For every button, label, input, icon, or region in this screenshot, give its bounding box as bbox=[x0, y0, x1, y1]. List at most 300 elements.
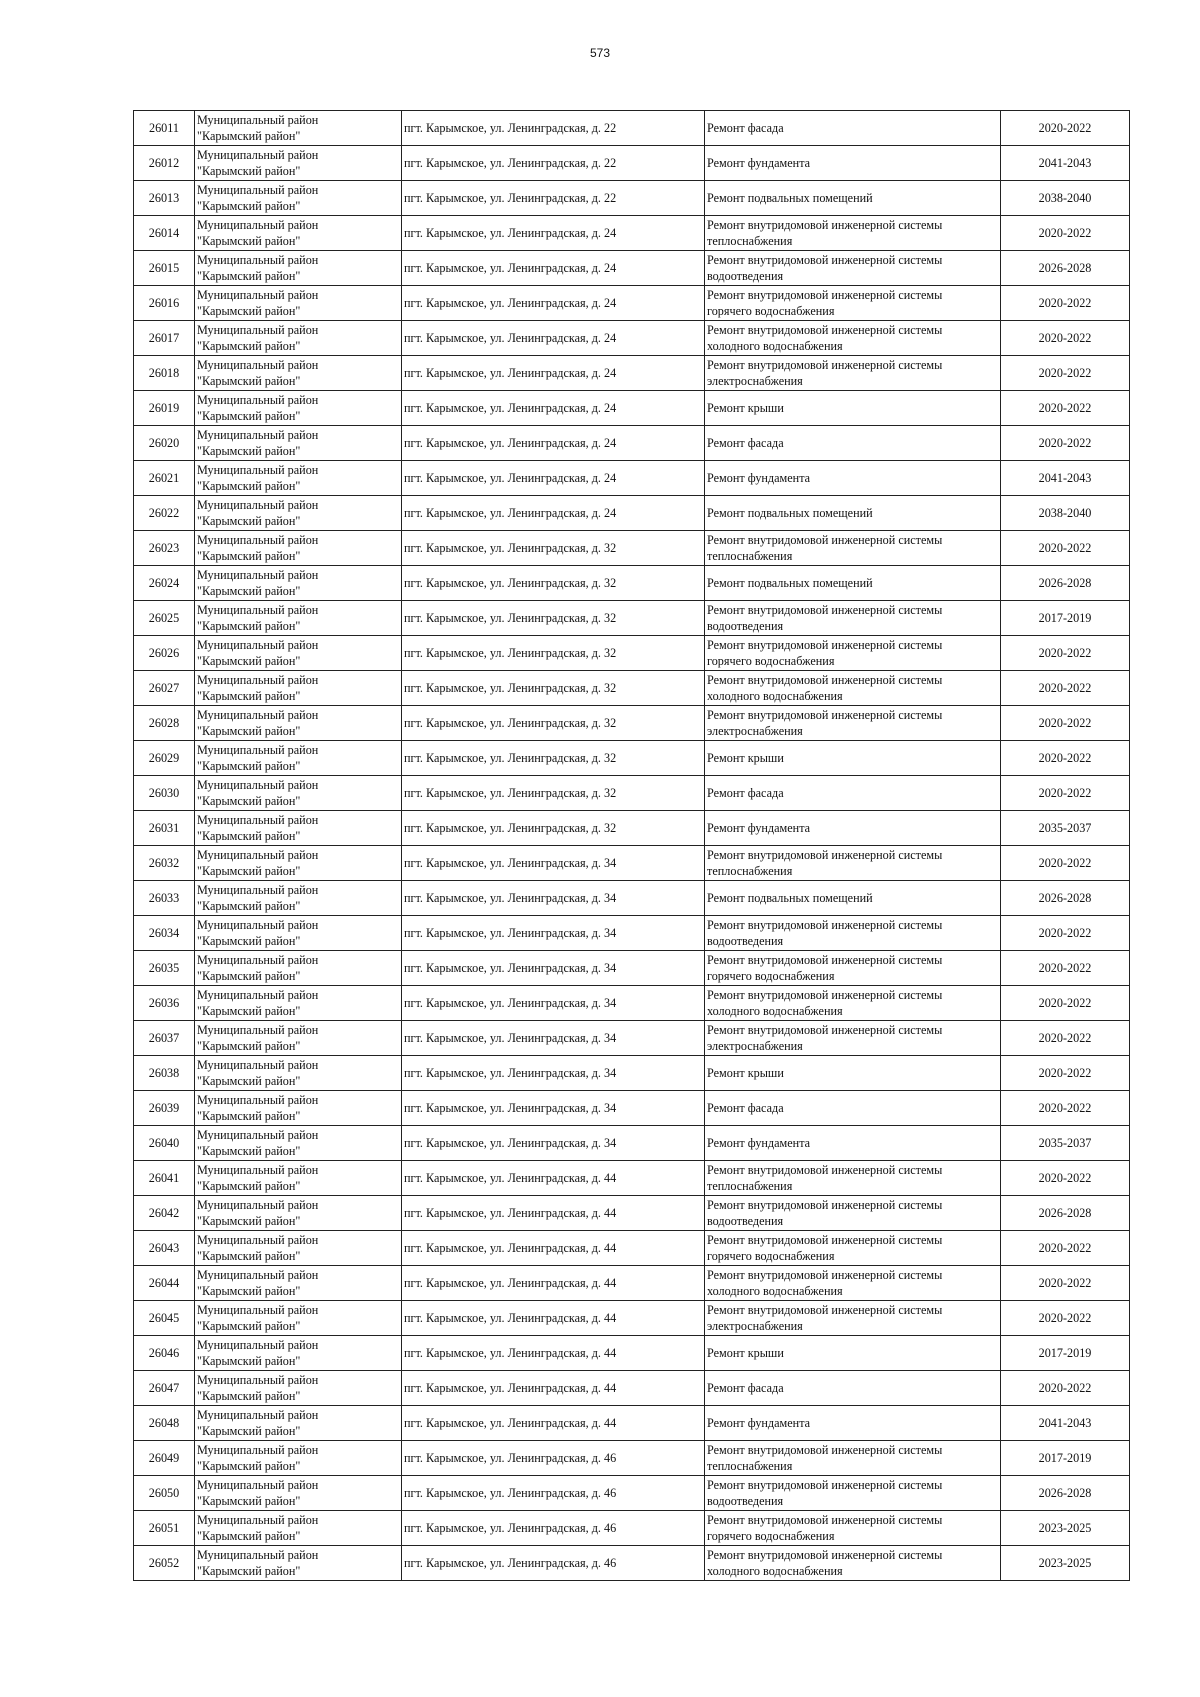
work-type-cell bbox=[705, 1336, 1001, 1371]
work-type-cell bbox=[705, 286, 1001, 321]
work-type-cell bbox=[705, 426, 1001, 461]
table-row bbox=[134, 1161, 1130, 1196]
municipality-line: "Карымский район" bbox=[197, 409, 301, 423]
row-number-cell: 26015 bbox=[134, 251, 195, 286]
work-type-line: Ремонт внутридомовой инженерной системы bbox=[707, 1548, 943, 1562]
municipality-line: Муниципальный район bbox=[197, 988, 319, 1002]
period-cell: 2020-2022 bbox=[1001, 111, 1130, 146]
period-cell: 2020-2022 bbox=[1001, 846, 1130, 881]
row-number-cell: 26047 bbox=[134, 1371, 195, 1406]
municipality-cell bbox=[195, 216, 402, 251]
municipality-line: Муниципальный район bbox=[197, 393, 319, 407]
municipality-cell bbox=[195, 916, 402, 951]
municipality-line: Муниципальный район bbox=[197, 1478, 319, 1492]
row-number-cell: 26043 bbox=[134, 1231, 195, 1266]
municipality-line: Муниципальный район bbox=[197, 218, 319, 232]
table-row bbox=[134, 1441, 1130, 1476]
table-row bbox=[134, 776, 1130, 811]
municipality-line: "Карымский район" bbox=[197, 1494, 301, 1508]
row-number-cell: 26026 bbox=[134, 636, 195, 671]
work-type-line: Ремонт внутридомовой инженерной системы bbox=[707, 1513, 943, 1527]
municipality-cell bbox=[195, 1441, 402, 1476]
work-type-cell bbox=[705, 356, 1001, 391]
work-type-line: холодного водоснабжения bbox=[707, 1284, 843, 1298]
table-row bbox=[134, 671, 1130, 706]
municipality-line: Муниципальный район bbox=[197, 253, 319, 267]
work-type-line: Ремонт фундамента bbox=[707, 471, 811, 485]
table-row bbox=[134, 531, 1130, 566]
work-type-cell bbox=[705, 1511, 1001, 1546]
table-row bbox=[134, 1511, 1130, 1546]
work-type-line: холодного водоснабжения bbox=[707, 1004, 843, 1018]
work-type-cell bbox=[705, 1546, 1001, 1581]
work-type-cell bbox=[705, 496, 1001, 531]
work-type-cell bbox=[705, 531, 1001, 566]
period-cell: 2017-2019 bbox=[1001, 1441, 1130, 1476]
period-cell: 2020-2022 bbox=[1001, 1021, 1130, 1056]
work-type-cell bbox=[705, 741, 1001, 776]
municipality-line: "Карымский район" bbox=[197, 794, 301, 808]
address-cell: пгт. Карымское, ул. Ленинградская, д. 22 bbox=[402, 181, 705, 216]
work-type-cell bbox=[705, 1021, 1001, 1056]
work-type-line: Ремонт внутридомовой инженерной системы bbox=[707, 848, 943, 862]
address-cell: пгт. Карымское, ул. Ленинградская, д. 46 bbox=[402, 1546, 705, 1581]
work-type-line: Ремонт подвальных помещений bbox=[707, 506, 873, 520]
period-cell: 2020-2022 bbox=[1001, 391, 1130, 426]
municipality-line: Муниципальный район bbox=[197, 918, 319, 932]
municipality-line: "Карымский район" bbox=[197, 1249, 301, 1263]
municipality-cell bbox=[195, 1056, 402, 1091]
municipality-line: "Карымский район" bbox=[197, 1529, 301, 1543]
table-row bbox=[134, 181, 1130, 216]
municipality-cell bbox=[195, 776, 402, 811]
period-cell: 2026-2028 bbox=[1001, 566, 1130, 601]
municipality-line: "Карымский район" bbox=[197, 654, 301, 668]
work-type-line: теплоснабжения bbox=[707, 1459, 793, 1473]
address-cell: пгт. Карымское, ул. Ленинградская, д. 22 bbox=[402, 111, 705, 146]
municipality-line: Муниципальный район bbox=[197, 428, 319, 442]
municipality-line: Муниципальный район bbox=[197, 533, 319, 547]
table-row bbox=[134, 461, 1130, 496]
municipality-cell bbox=[195, 636, 402, 671]
work-type-line: Ремонт внутридомовой инженерной системы bbox=[707, 1023, 943, 1037]
municipality-cell bbox=[195, 1371, 402, 1406]
work-type-line: Ремонт внутридомовой инженерной системы bbox=[707, 533, 943, 547]
municipality-line: "Карымский район" bbox=[197, 479, 301, 493]
period-cell: 2026-2028 bbox=[1001, 1476, 1130, 1511]
work-type-cell bbox=[705, 986, 1001, 1021]
row-number-cell: 26052 bbox=[134, 1546, 195, 1581]
work-type-line: горячего водоснабжения bbox=[707, 969, 835, 983]
work-type-cell bbox=[705, 1476, 1001, 1511]
municipality-line: Муниципальный район bbox=[197, 813, 319, 827]
work-type-line: Ремонт фасада bbox=[707, 436, 784, 450]
address-cell: пгт. Карымское, ул. Ленинградская, д. 32 bbox=[402, 671, 705, 706]
period-cell: 2020-2022 bbox=[1001, 706, 1130, 741]
work-type-line: Ремонт фасада bbox=[707, 1101, 784, 1115]
table-body bbox=[134, 111, 1130, 1581]
work-type-cell bbox=[705, 321, 1001, 356]
period-cell: 2020-2022 bbox=[1001, 531, 1130, 566]
municipality-line: Муниципальный район bbox=[197, 1303, 319, 1317]
work-type-line: электроснабжения bbox=[707, 374, 803, 388]
address-cell: пгт. Карымское, ул. Ленинградская, д. 34 bbox=[402, 951, 705, 986]
work-type-line: Ремонт внутридомовой инженерной системы bbox=[707, 1198, 943, 1212]
municipality-line: "Карымский район" bbox=[197, 1144, 301, 1158]
municipality-line: Муниципальный район bbox=[197, 603, 319, 617]
table-row bbox=[134, 1231, 1130, 1266]
municipality-line: "Карымский район" bbox=[197, 1389, 301, 1403]
row-number-cell: 26025 bbox=[134, 601, 195, 636]
row-number-cell: 26020 bbox=[134, 426, 195, 461]
work-type-line: водоотведения bbox=[707, 1494, 784, 1508]
row-number-cell: 26050 bbox=[134, 1476, 195, 1511]
address-cell: пгт. Карымское, ул. Ленинградская, д. 24 bbox=[402, 216, 705, 251]
table-row bbox=[134, 216, 1130, 251]
work-type-line: Ремонт внутридомовой инженерной системы bbox=[707, 673, 943, 687]
work-type-cell bbox=[705, 251, 1001, 286]
municipality-line: Муниципальный район bbox=[197, 323, 319, 337]
address-cell: пгт. Карымское, ул. Ленинградская, д. 22 bbox=[402, 146, 705, 181]
municipality-line: "Карымский район" bbox=[197, 234, 301, 248]
municipality-line: "Карымский район" bbox=[197, 584, 301, 598]
work-type-line: Ремонт внутридомовой инженерной системы bbox=[707, 1268, 943, 1282]
work-type-line: горячего водоснабжения bbox=[707, 654, 835, 668]
table-row bbox=[134, 1056, 1130, 1091]
work-type-line: Ремонт внутридомовой инженерной системы bbox=[707, 953, 943, 967]
work-type-cell bbox=[705, 706, 1001, 741]
municipality-line: Муниципальный район bbox=[197, 1548, 319, 1562]
address-cell: пгт. Карымское, ул. Ленинградская, д. 32 bbox=[402, 776, 705, 811]
municipality-cell bbox=[195, 671, 402, 706]
address-cell: пгт. Карымское, ул. Ленинградская, д. 24 bbox=[402, 251, 705, 286]
address-cell: пгт. Карымское, ул. Ленинградская, д. 32 bbox=[402, 741, 705, 776]
municipality-line: Муниципальный район bbox=[197, 1023, 319, 1037]
table-row bbox=[134, 1371, 1130, 1406]
address-cell: пгт. Карымское, ул. Ленинградская, д. 44 bbox=[402, 1336, 705, 1371]
row-number-cell: 26041 bbox=[134, 1161, 195, 1196]
row-number-cell: 26027 bbox=[134, 671, 195, 706]
municipality-line: "Карымский район" bbox=[197, 1284, 301, 1298]
work-type-cell bbox=[705, 601, 1001, 636]
municipality-cell bbox=[195, 496, 402, 531]
period-cell: 2020-2022 bbox=[1001, 1056, 1130, 1091]
municipality-cell bbox=[195, 251, 402, 286]
table-row bbox=[134, 111, 1130, 146]
municipality-cell bbox=[195, 566, 402, 601]
table-row bbox=[134, 286, 1130, 321]
municipality-cell bbox=[195, 951, 402, 986]
municipality-cell bbox=[195, 111, 402, 146]
table-row bbox=[134, 566, 1130, 601]
row-number-cell: 26048 bbox=[134, 1406, 195, 1441]
period-cell: 2020-2022 bbox=[1001, 1161, 1130, 1196]
period-cell: 2020-2022 bbox=[1001, 1371, 1130, 1406]
table-row bbox=[134, 706, 1130, 741]
table-row bbox=[134, 321, 1130, 356]
address-cell: пгт. Карымское, ул. Ленинградская, д. 32 bbox=[402, 601, 705, 636]
row-number-cell: 26030 bbox=[134, 776, 195, 811]
municipality-cell bbox=[195, 146, 402, 181]
work-type-line: Ремонт внутридомовой инженерной системы bbox=[707, 358, 943, 372]
municipality-line: Муниципальный район bbox=[197, 1338, 319, 1352]
municipality-line: Муниципальный район bbox=[197, 183, 319, 197]
table-row bbox=[134, 251, 1130, 286]
page-number: 573 bbox=[589, 46, 611, 60]
work-type-line: теплоснабжения bbox=[707, 864, 793, 878]
work-type-line: Ремонт внутридомовой инженерной системы bbox=[707, 288, 943, 302]
municipality-cell bbox=[195, 1196, 402, 1231]
work-type-line: теплоснабжения bbox=[707, 1179, 793, 1193]
work-type-line: Ремонт фасада bbox=[707, 121, 784, 135]
table-row bbox=[134, 496, 1130, 531]
row-number-cell: 26038 bbox=[134, 1056, 195, 1091]
table-row bbox=[134, 1196, 1130, 1231]
address-cell: пгт. Карымское, ул. Ленинградская, д. 24 bbox=[402, 461, 705, 496]
table-row bbox=[134, 601, 1130, 636]
period-cell: 2020-2022 bbox=[1001, 1301, 1130, 1336]
period-cell: 2020-2022 bbox=[1001, 356, 1130, 391]
municipality-cell bbox=[195, 1336, 402, 1371]
municipality-cell bbox=[195, 1511, 402, 1546]
row-number-cell: 26019 bbox=[134, 391, 195, 426]
address-cell: пгт. Карымское, ул. Ленинградская, д. 24 bbox=[402, 426, 705, 461]
municipality-line: "Карымский район" bbox=[197, 304, 301, 318]
address-cell: пгт. Карымское, ул. Ленинградская, д. 44 bbox=[402, 1231, 705, 1266]
municipality-line: "Карымский район" bbox=[197, 199, 301, 213]
municipality-line: Муниципальный район bbox=[197, 1373, 319, 1387]
row-number-cell: 26017 bbox=[134, 321, 195, 356]
address-cell: пгт. Карымское, ул. Ленинградская, д. 34 bbox=[402, 986, 705, 1021]
municipality-cell bbox=[195, 1476, 402, 1511]
row-number-cell: 26049 bbox=[134, 1441, 195, 1476]
row-number-cell: 26022 bbox=[134, 496, 195, 531]
municipality-cell bbox=[195, 601, 402, 636]
table-row bbox=[134, 356, 1130, 391]
row-number-cell: 26046 bbox=[134, 1336, 195, 1371]
municipality-line: "Карымский район" bbox=[197, 1074, 301, 1088]
work-type-line: Ремонт внутридомовой инженерной системы bbox=[707, 1478, 943, 1492]
work-type-line: водоотведения bbox=[707, 269, 784, 283]
work-type-line: Ремонт крыши bbox=[707, 751, 784, 765]
municipality-line: "Карымский район" bbox=[197, 689, 301, 703]
municipality-cell bbox=[195, 881, 402, 916]
address-cell: пгт. Карымское, ул. Ленинградская, д. 34 bbox=[402, 1056, 705, 1091]
municipality-cell bbox=[195, 986, 402, 1021]
table-row bbox=[134, 426, 1130, 461]
municipality-line: "Карымский район" bbox=[197, 444, 301, 458]
period-cell: 2041-2043 bbox=[1001, 1406, 1130, 1441]
work-type-cell bbox=[705, 566, 1001, 601]
period-cell: 2023-2025 bbox=[1001, 1511, 1130, 1546]
municipality-line: Муниципальный район bbox=[197, 743, 319, 757]
address-cell: пгт. Карымское, ул. Ленинградская, д. 46 bbox=[402, 1441, 705, 1476]
municipality-line: "Карымский район" bbox=[197, 129, 301, 143]
period-cell: 2017-2019 bbox=[1001, 601, 1130, 636]
row-number-cell: 26012 bbox=[134, 146, 195, 181]
table-row bbox=[134, 1336, 1130, 1371]
municipality-line: Муниципальный район bbox=[197, 953, 319, 967]
municipality-cell bbox=[195, 846, 402, 881]
municipality-line: Муниципальный район bbox=[197, 1198, 319, 1212]
table-row bbox=[134, 1126, 1130, 1161]
period-cell: 2020-2022 bbox=[1001, 321, 1130, 356]
period-cell: 2020-2022 bbox=[1001, 286, 1130, 321]
work-type-line: Ремонт подвальных помещений bbox=[707, 191, 873, 205]
work-type-line: Ремонт внутридомовой инженерной системы bbox=[707, 218, 943, 232]
municipality-line: Муниципальный район bbox=[197, 848, 319, 862]
table-row bbox=[134, 391, 1130, 426]
address-cell: пгт. Карымское, ул. Ленинградская, д. 44 bbox=[402, 1196, 705, 1231]
address-cell: пгт. Карымское, ул. Ленинградская, д. 34 bbox=[402, 1091, 705, 1126]
municipality-line: Муниципальный район bbox=[197, 778, 319, 792]
row-number-cell: 26013 bbox=[134, 181, 195, 216]
address-cell: пгт. Карымское, ул. Ленинградская, д. 24 bbox=[402, 321, 705, 356]
work-type-line: Ремонт внутридомовой инженерной системы bbox=[707, 253, 943, 267]
municipality-line: Муниципальный район bbox=[197, 1058, 319, 1072]
row-number-cell: 26037 bbox=[134, 1021, 195, 1056]
municipality-line: "Карымский район" bbox=[197, 1564, 301, 1578]
work-type-cell bbox=[705, 1406, 1001, 1441]
work-type-cell bbox=[705, 951, 1001, 986]
work-type-cell bbox=[705, 916, 1001, 951]
municipality-line: Муниципальный район bbox=[197, 1128, 319, 1142]
municipality-line: "Карымский район" bbox=[197, 829, 301, 843]
municipality-line: Муниципальный район bbox=[197, 113, 319, 127]
municipality-line: Муниципальный район bbox=[197, 638, 319, 652]
period-cell: 2020-2022 bbox=[1001, 636, 1130, 671]
address-cell: пгт. Карымское, ул. Ленинградская, д. 34 bbox=[402, 1126, 705, 1161]
municipality-line: "Карымский район" bbox=[197, 1039, 301, 1053]
address-cell: пгт. Карымское, ул. Ленинградская, д. 34 bbox=[402, 881, 705, 916]
municipality-line: "Карымский район" bbox=[197, 164, 301, 178]
row-number-cell: 26036 bbox=[134, 986, 195, 1021]
municipality-line: "Карымский район" bbox=[197, 514, 301, 528]
municipality-line: Муниципальный район bbox=[197, 673, 319, 687]
work-type-line: Ремонт внутридомовой инженерной системы bbox=[707, 1443, 943, 1457]
work-type-line: Ремонт фасада bbox=[707, 1381, 784, 1395]
work-type-cell bbox=[705, 1056, 1001, 1091]
period-cell: 2020-2022 bbox=[1001, 671, 1130, 706]
work-type-cell bbox=[705, 811, 1001, 846]
work-type-line: Ремонт внутридомовой инженерной системы bbox=[707, 638, 943, 652]
period-cell: 2020-2022 bbox=[1001, 741, 1130, 776]
work-type-line: горячего водоснабжения bbox=[707, 1249, 835, 1263]
municipality-cell bbox=[195, 741, 402, 776]
municipality-line: "Карымский район" bbox=[197, 269, 301, 283]
municipality-line: Муниципальный район bbox=[197, 148, 319, 162]
row-number-cell: 26039 bbox=[134, 1091, 195, 1126]
work-type-line: Ремонт внутридомовой инженерной системы bbox=[707, 323, 943, 337]
period-cell: 2038-2040 bbox=[1001, 181, 1130, 216]
address-cell: пгт. Карымское, ул. Ленинградская, д. 32 bbox=[402, 636, 705, 671]
row-number-cell: 26035 bbox=[134, 951, 195, 986]
row-number-cell: 26042 bbox=[134, 1196, 195, 1231]
work-type-cell bbox=[705, 146, 1001, 181]
work-type-line: Ремонт внутридомовой инженерной системы bbox=[707, 1163, 943, 1177]
municipality-cell bbox=[195, 706, 402, 741]
municipality-cell bbox=[195, 1126, 402, 1161]
work-type-line: Ремонт фундамента bbox=[707, 1136, 811, 1150]
table-row bbox=[134, 916, 1130, 951]
address-cell: пгт. Карымское, ул. Ленинградская, д. 44 bbox=[402, 1301, 705, 1336]
work-type-line: холодного водоснабжения bbox=[707, 689, 843, 703]
row-number-cell: 26028 bbox=[134, 706, 195, 741]
address-cell: пгт. Карымское, ул. Ленинградская, д. 24 bbox=[402, 356, 705, 391]
municipality-cell bbox=[195, 356, 402, 391]
period-cell: 2023-2025 bbox=[1001, 1546, 1130, 1581]
address-cell: пгт. Карымское, ул. Ленинградская, д. 24 bbox=[402, 286, 705, 321]
municipality-line: "Карымский район" bbox=[197, 619, 301, 633]
work-type-cell bbox=[705, 846, 1001, 881]
work-type-line: электроснабжения bbox=[707, 1039, 803, 1053]
municipality-line: Муниципальный район bbox=[197, 463, 319, 477]
period-cell: 2020-2022 bbox=[1001, 951, 1130, 986]
municipality-line: "Карымский район" bbox=[197, 1109, 301, 1123]
work-type-line: Ремонт внутридомовой инженерной системы bbox=[707, 988, 943, 1002]
address-cell: пгт. Карымское, ул. Ленинградская, д. 44 bbox=[402, 1161, 705, 1196]
table-row bbox=[134, 881, 1130, 916]
work-type-line: Ремонт крыши bbox=[707, 401, 784, 415]
table-row bbox=[134, 1021, 1130, 1056]
municipality-cell bbox=[195, 181, 402, 216]
municipality-cell bbox=[195, 1266, 402, 1301]
address-cell: пгт. Карымское, ул. Ленинградская, д. 34 bbox=[402, 846, 705, 881]
work-type-line: электроснабжения bbox=[707, 1319, 803, 1333]
work-type-line: водоотведения bbox=[707, 619, 784, 633]
municipality-line: Муниципальный район bbox=[197, 1093, 319, 1107]
table-row bbox=[134, 811, 1130, 846]
municipality-cell bbox=[195, 426, 402, 461]
address-cell: пгт. Карымское, ул. Ленинградская, д. 34 bbox=[402, 1021, 705, 1056]
row-number-cell: 26045 bbox=[134, 1301, 195, 1336]
municipality-cell bbox=[195, 321, 402, 356]
row-number-cell: 26031 bbox=[134, 811, 195, 846]
work-type-cell bbox=[705, 1301, 1001, 1336]
municipality-line: "Карымский район" bbox=[197, 1354, 301, 1368]
work-type-cell bbox=[705, 1441, 1001, 1476]
address-cell: пгт. Карымское, ул. Ленинградская, д. 24 bbox=[402, 496, 705, 531]
municipality-line: "Карымский район" bbox=[197, 934, 301, 948]
work-type-cell bbox=[705, 1196, 1001, 1231]
work-type-cell bbox=[705, 181, 1001, 216]
work-type-line: Ремонт подвальных помещений bbox=[707, 576, 873, 590]
period-cell: 2035-2037 bbox=[1001, 1126, 1130, 1161]
municipality-cell bbox=[195, 811, 402, 846]
table-row bbox=[134, 1546, 1130, 1581]
address-cell: пгт. Карымское, ул. Ленинградская, д. 32 bbox=[402, 811, 705, 846]
table-row bbox=[134, 1301, 1130, 1336]
municipality-line: "Карымский район" bbox=[197, 1459, 301, 1473]
municipality-line: Муниципальный район bbox=[197, 1233, 319, 1247]
municipality-line: Муниципальный район bbox=[197, 1268, 319, 1282]
work-type-line: Ремонт внутридомовой инженерной системы bbox=[707, 708, 943, 722]
work-type-cell bbox=[705, 1231, 1001, 1266]
address-cell: пгт. Карымское, ул. Ленинградская, д. 46 bbox=[402, 1476, 705, 1511]
municipality-cell bbox=[195, 1231, 402, 1266]
municipality-cell bbox=[195, 1546, 402, 1581]
row-number-cell: 26023 bbox=[134, 531, 195, 566]
row-number-cell: 26014 bbox=[134, 216, 195, 251]
row-number-cell: 26029 bbox=[134, 741, 195, 776]
row-number-cell: 26044 bbox=[134, 1266, 195, 1301]
municipality-cell bbox=[195, 1406, 402, 1441]
row-number-cell: 26016 bbox=[134, 286, 195, 321]
municipality-cell bbox=[195, 1161, 402, 1196]
work-type-cell bbox=[705, 636, 1001, 671]
municipality-line: "Карымский район" bbox=[197, 1179, 301, 1193]
period-cell: 2020-2022 bbox=[1001, 1266, 1130, 1301]
